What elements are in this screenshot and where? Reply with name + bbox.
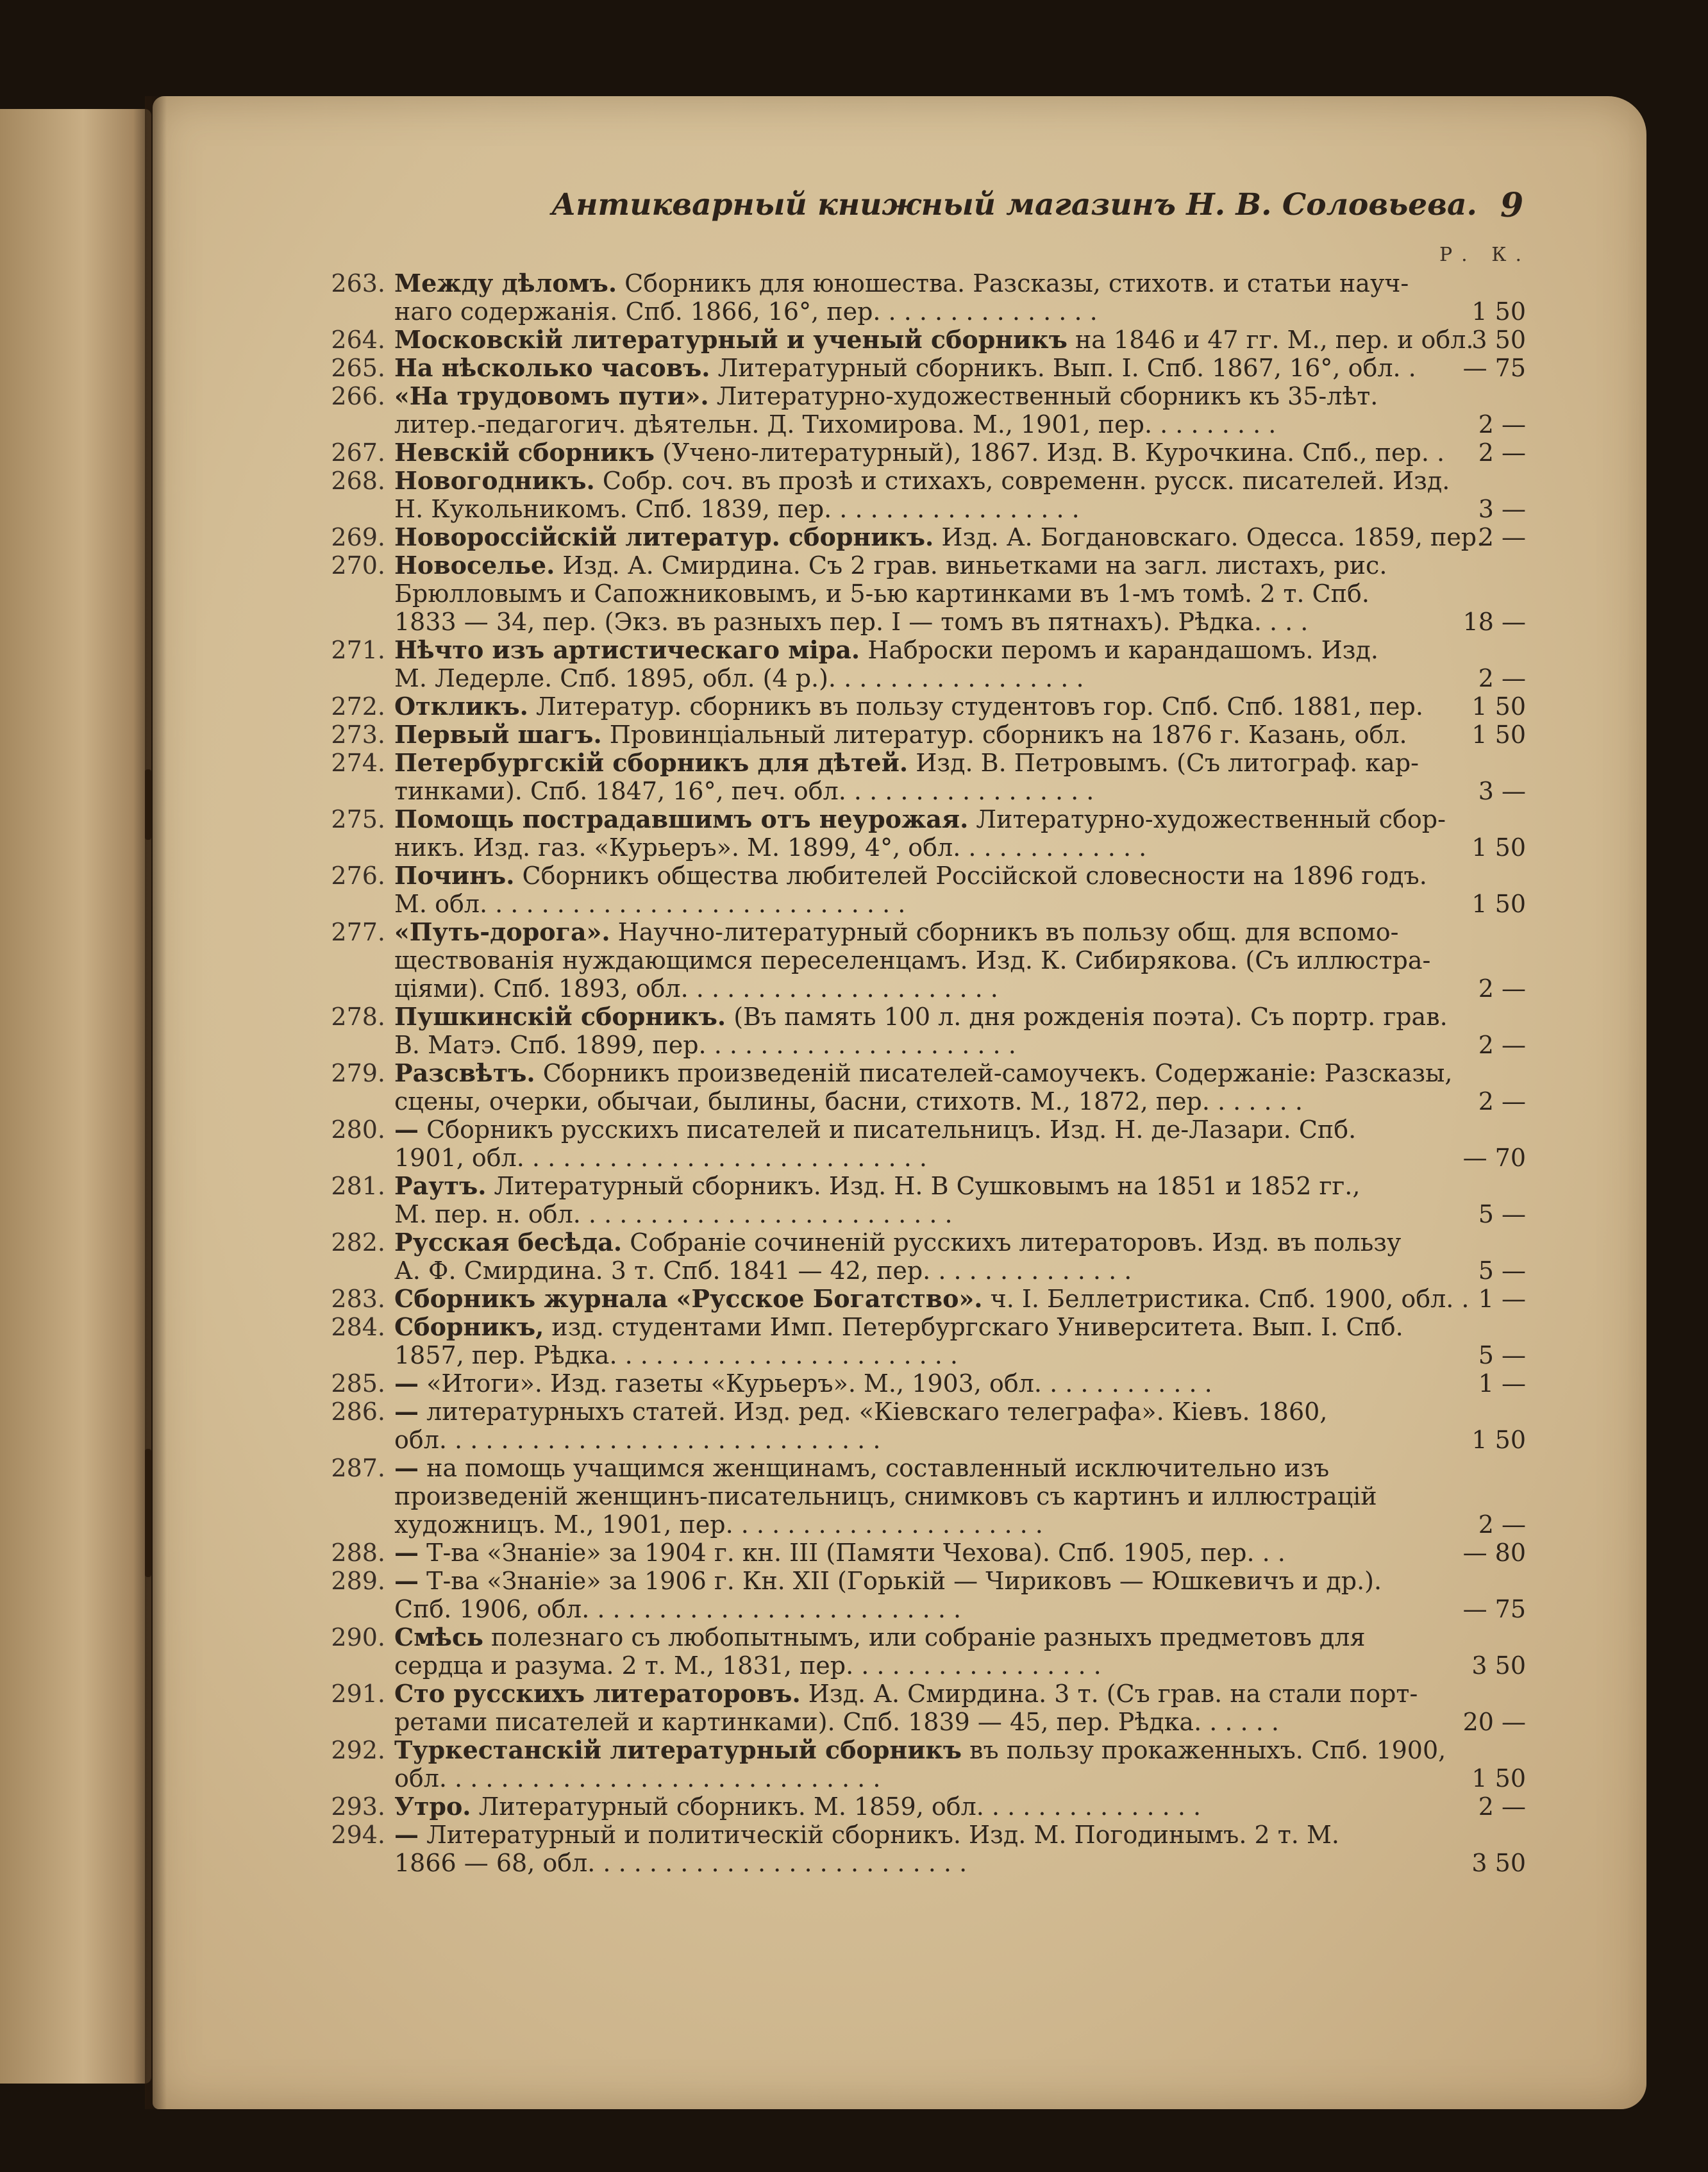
entry-number: 290.: [331, 1623, 385, 1651]
entry-text: полезнаго съ любопытнымъ, или собраніе разныхъ предметовъ для: [491, 1623, 1366, 1651]
entry-title: «Путь-дорога».: [394, 917, 610, 946]
entry-text: Н. Кукольникомъ. Спб. 1839, пер. . . . . . . . . . . . . . . . .: [394, 495, 1080, 523]
entry-line: [394, 1341, 1423, 1369]
entry-line: [394, 297, 1423, 326]
catalog-entry: [321, 692, 1526, 721]
entry-line: [394, 1764, 1423, 1792]
entry-text: Сборникъ общества любителей Россійской словесности на 1896 годъ.: [522, 862, 1427, 890]
entry-description: [394, 1313, 1507, 1369]
catalog-entry: [321, 1003, 1526, 1059]
entry-text: М. Ледерле. Спб. 1895, обл. (4 р.). . . . . . . . . . . . . . . . .: [394, 664, 1084, 692]
entry-description: [394, 467, 1507, 523]
entry-price: 3 50: [1471, 326, 1526, 354]
catalog-entries: [321, 269, 1526, 1877]
entry-line: [394, 1821, 1423, 1849]
catalog-entry: [321, 551, 1526, 636]
entry-number: 269.: [331, 523, 385, 551]
entry-title: —: [394, 1397, 419, 1426]
entry-description: [394, 1228, 1507, 1285]
entry-price: 3 —: [1478, 495, 1526, 523]
entry-title: Между дѣломъ.: [394, 269, 617, 297]
entry-text: Наброски перомъ и карандашомъ. Изд.: [867, 636, 1378, 664]
entry-text: Литературный сборникъ. Изд. Н. В Сушковымъ на 1851 и 1852 гг.,: [494, 1172, 1361, 1200]
entry-line: [394, 1087, 1423, 1115]
entry-description: [394, 1736, 1507, 1792]
entry-number: 287.: [331, 1454, 385, 1482]
entry-text: Литературно-художественный сбор-: [976, 805, 1446, 833]
entry-title: Московскій литературный и ученый сборникъ: [394, 325, 1068, 354]
entry-text: (Учено-литературный), 1867. Изд. В. Курочкина. Спб., пер. .: [662, 439, 1445, 467]
entry-number: 286.: [331, 1398, 385, 1426]
entry-description: [394, 1398, 1507, 1454]
entry-line: [394, 522, 1485, 551]
entry-title: Первый шагъ.: [394, 720, 602, 749]
entry-number: 273.: [331, 721, 385, 749]
entry-line: [394, 1031, 1423, 1059]
entry-number: 274.: [331, 749, 385, 777]
entry-number: 277.: [331, 918, 385, 946]
entry-description: [394, 1172, 1507, 1228]
entry-line: [394, 269, 1423, 297]
entry-title: Откликъ.: [394, 692, 528, 721]
entry-price: 1 50: [1471, 833, 1526, 862]
binding-stitch: [145, 769, 151, 840]
entry-description: [394, 749, 1507, 805]
entry-text: художницъ. М., 1901, пер. . . . . . . . . . . . . . . . . . . . .: [394, 1510, 1043, 1539]
entry-description: [394, 523, 1507, 551]
entry-line: [394, 495, 1423, 523]
entry-text: обл. . . . . . . . . . . . . . . . . . . . . . . . . . . . .: [394, 1764, 881, 1792]
entry-text: Т-ва «Знаніе» за 1904 г. кн. III (Памяти Чехова). Спб. 1905, пер. . .: [426, 1539, 1285, 1567]
entry-number: 275.: [331, 805, 385, 833]
entry-description: [394, 269, 1507, 326]
entry-title: Пушкинскій сборникъ.: [394, 1002, 726, 1031]
entry-description: [394, 1369, 1507, 1398]
entry-price: 20 —: [1462, 1708, 1526, 1736]
entry-line: [394, 1144, 1423, 1172]
entry-text: 1833 — 34, пер. (Экз. въ разныхъ пер. I — томъ въ пятнахъ). Рѣдка. . . .: [394, 608, 1309, 636]
entry-number: 278.: [331, 1003, 385, 1031]
catalog-entry: [321, 1313, 1526, 1369]
entry-description: [394, 1567, 1507, 1623]
catalog-entry: [321, 1792, 1526, 1821]
entry-text: Брюлловымъ и Сапожниковымъ, и 5-ью картинками въ 1-мъ томѣ. 2 т. Спб.: [394, 580, 1369, 608]
entry-text: М. пер. н. обл. . . . . . . . . . . . . . . . . . . . . . . . .: [394, 1200, 953, 1228]
entry-text: В. Матэ. Спб. 1899, пер. . . . . . . . . . . . . . . . . . . . .: [394, 1031, 1016, 1059]
entry-text: ретами писателей и картинками). Спб. 1839 — 45, пер. Рѣдка. . . . . .: [394, 1708, 1279, 1736]
entry-text: 1866 — 68, обл. . . . . . . . . . . . . . . . . . . . . . . . .: [394, 1849, 967, 1877]
entry-title: На нѣсколько часовъ.: [394, 353, 710, 382]
catalog-entry: [321, 721, 1526, 749]
entry-number: 276.: [331, 862, 385, 890]
entry-price: 5 —: [1478, 1257, 1526, 1285]
running-header: Антикварный книжный магазинъ Н. В. Соловьева.: [551, 187, 1477, 222]
entry-text: Литературный сборникъ. Вып. I. Спб. 1867, 16°, обл. .: [717, 354, 1416, 382]
entry-description: [394, 636, 1507, 692]
entry-description: [394, 382, 1507, 439]
entry-price: 1 50: [1471, 297, 1526, 326]
entry-number: 289.: [331, 1567, 385, 1595]
entry-price: 1 —: [1478, 1369, 1526, 1398]
entry-price: 2 —: [1478, 974, 1526, 1003]
entry-text: Литературный сборникъ. М. 1859, обл. . . . . . . . . . . . . . .: [478, 1792, 1201, 1821]
entry-number: 292.: [331, 1736, 385, 1764]
entry-title: —: [394, 1566, 419, 1595]
entry-line: [394, 1200, 1423, 1228]
price-column-header: Р. К.: [1439, 244, 1531, 266]
catalog-entry: [321, 1680, 1526, 1736]
entry-text: Изд. А. Смирдина. Съ 2 грав. виньетками на загл. листахъ, рис.: [562, 551, 1387, 580]
catalog-entry: [321, 749, 1526, 805]
catalog-entry: [321, 1454, 1526, 1539]
entry-price: 2 —: [1478, 523, 1526, 551]
binding-stitch: [145, 1449, 151, 1577]
catalog-entry: [321, 1539, 1526, 1567]
entry-line: [394, 1115, 1423, 1144]
entry-description: [394, 1115, 1507, 1172]
entry-description: [394, 1792, 1507, 1821]
entry-number: 282.: [331, 1228, 385, 1257]
book-spine: [145, 96, 167, 2109]
entry-price: 5 —: [1478, 1200, 1526, 1228]
catalog-entry: [321, 862, 1526, 918]
catalog-entry: [321, 1821, 1526, 1877]
entry-line: [394, 354, 1423, 382]
entry-text: ч. I. Беллетристика. Спб. 1900, обл. .: [990, 1285, 1469, 1313]
entry-number: 288.: [331, 1539, 385, 1567]
entry-title: Туркестанскій литературный сборникъ: [394, 1735, 962, 1764]
entry-line: [394, 1708, 1423, 1736]
catalog-entry: [321, 1567, 1526, 1623]
entry-title: Петербургскій сборникъ для дѣтей.: [394, 748, 908, 777]
entry-title: Утро.: [394, 1792, 471, 1821]
entry-number: 270.: [331, 551, 385, 580]
entry-text: А. Ф. Смирдина. 3 т. Спб. 1841 — 42, пер. . . . . . . . . . . . . .: [394, 1257, 1132, 1285]
entry-title: «На трудовомъ пути».: [394, 381, 709, 410]
entry-title: Помощь пострадавшимъ отъ неурожая.: [394, 805, 969, 833]
entry-price: 1 50: [1471, 721, 1526, 749]
entry-price: 1 50: [1471, 1764, 1526, 1792]
entry-description: [394, 1821, 1507, 1877]
entry-text: Литератур. сборникъ въ пользу студентовъ гор. Спб. Спб. 1881, пер.: [535, 692, 1423, 721]
entry-price: 2 —: [1478, 1031, 1526, 1059]
entry-text: тинками). Спб. 1847, 16°, печ. обл. . . . . . . . . . . . . . . . .: [394, 777, 1094, 805]
entry-price: 1 50: [1471, 1426, 1526, 1454]
catalog-entry: [321, 1172, 1526, 1228]
entry-line: [394, 974, 1423, 1003]
entry-description: [394, 439, 1507, 467]
entry-title: —: [394, 1369, 419, 1398]
entry-text: (Въ память 100 л. дня рожденія поэта). Съ портр. грав.: [733, 1003, 1448, 1031]
entry-line: [394, 1398, 1423, 1426]
entry-description: [394, 326, 1507, 354]
entry-text: наго содержанія. Спб. 1866, 16°, пер. . . . . . . . . . . . . . .: [394, 297, 1098, 326]
entry-line: [394, 466, 1450, 495]
catalog-entry: [321, 326, 1526, 354]
catalog-entry: [321, 1623, 1526, 1680]
entry-line: [394, 721, 1423, 749]
entry-text: Собр. соч. въ прозѣ и стихахъ, современн. русск. писателей. Изд.: [602, 467, 1450, 495]
entry-text: на помощь учащимся женщинамъ, составленный исключительно изъ: [426, 1454, 1330, 1482]
entry-price: 1 —: [1478, 1285, 1526, 1313]
entry-line: [394, 608, 1423, 636]
entry-number: 268.: [331, 467, 385, 495]
entry-line: [394, 1849, 1423, 1877]
catalog-entry: [321, 1369, 1526, 1398]
entry-title: Сборникъ журнала «Русское Богатство».: [394, 1284, 983, 1313]
entry-text: Изд. А. Богдановскаго. Одесса. 1859, пер.: [941, 523, 1485, 551]
entry-line: [394, 1567, 1423, 1595]
entry-description: [394, 1059, 1507, 1115]
left-page-edge: [0, 109, 151, 2084]
entry-number: 294.: [331, 1821, 385, 1849]
entry-price: 3 50: [1471, 1651, 1526, 1680]
entry-line: [394, 1735, 1446, 1764]
entry-title: —: [394, 1538, 419, 1567]
entry-description: [394, 692, 1507, 721]
entry-price: 2 —: [1478, 1087, 1526, 1115]
entry-number: 279.: [331, 1059, 385, 1087]
entry-line: [394, 749, 1423, 777]
entry-description: [394, 1454, 1507, 1539]
catalog-entry: [321, 382, 1526, 439]
catalog-entry: [321, 269, 1526, 326]
entry-number: 263.: [331, 269, 385, 297]
entry-text: Т-ва «Знаніе» за 1906 г. Кн. XII (Горькій — Чириковъ — Юшкевичъ и др.).: [426, 1567, 1382, 1595]
entry-text: Собраніе сочиненій русскихъ литераторовъ. Изд. въ пользу: [630, 1228, 1402, 1257]
entry-description: [394, 1003, 1507, 1059]
entry-title: Новоселье.: [394, 551, 555, 580]
catalog-entry: [321, 523, 1526, 551]
entry-description: [394, 721, 1507, 749]
entry-number: 267.: [331, 439, 385, 467]
catalog-entry: [321, 1228, 1526, 1285]
entry-text: сцены, очерки, обычаи, былины, басни, стихотв. М., 1872, пер. . . . . . .: [394, 1087, 1303, 1115]
entry-price: — 80: [1462, 1539, 1526, 1567]
entry-price: 2 —: [1478, 1510, 1526, 1539]
entry-price: 1 50: [1471, 692, 1526, 721]
entry-title: Нѣчто изъ артистическаго міра.: [394, 635, 860, 664]
catalog-entry: [321, 918, 1526, 1003]
entry-line: [394, 410, 1423, 439]
entry-line: [394, 1680, 1423, 1708]
entry-number: 265.: [331, 354, 385, 382]
entry-price: — 70: [1462, 1144, 1526, 1172]
entry-line: [394, 861, 1427, 890]
catalog-entry: [321, 1398, 1526, 1454]
entry-price: 3 —: [1478, 777, 1526, 805]
entry-number: 266.: [331, 382, 385, 410]
entry-title: Разсвѣтъ.: [394, 1058, 535, 1087]
entry-line: [394, 777, 1423, 805]
entry-line: [394, 1058, 1453, 1087]
entry-text: Сборникъ произведеній писателей-самоучекъ. Содержаніе: Разсказы,: [542, 1059, 1453, 1087]
entry-text: литер.-педагогич. дѣятельн. Д. Тихомирова. М., 1901, пер. . . . . . . . .: [394, 410, 1277, 439]
entry-text: ществованія нуждающимся переселенцамъ. Изд. К. Сибирякова. (Съ иллюстра-: [394, 946, 1431, 974]
entry-description: [394, 1539, 1507, 1567]
entry-line: [394, 1228, 1423, 1257]
entry-line: [394, 1426, 1423, 1454]
entry-description: [394, 805, 1507, 862]
entry-line: [394, 1510, 1423, 1539]
entry-number: 291.: [331, 1680, 385, 1708]
entry-price: 5 —: [1478, 1341, 1526, 1369]
entry-title: —: [394, 1820, 419, 1849]
entry-line: [394, 1284, 1469, 1313]
entry-number: 293.: [331, 1792, 385, 1821]
entry-text: 1901, обл. . . . . . . . . . . . . . . . . . . . . . . . . . .: [394, 1144, 927, 1172]
entry-number: 283.: [331, 1285, 385, 1313]
entry-title: Новогодникъ.: [394, 466, 595, 495]
page-number: 9: [1500, 186, 1524, 225]
entry-number: 264.: [331, 326, 385, 354]
entry-line: [394, 1454, 1423, 1482]
entry-description: [394, 354, 1507, 382]
entry-text: произведеній женщинъ-писательницъ, снимковъ съ картинъ и иллюстрацій: [394, 1482, 1377, 1510]
entry-line: [394, 1482, 1423, 1510]
entry-line: [394, 1002, 1448, 1031]
entry-line: [394, 692, 1423, 721]
entry-price: 2 —: [1478, 439, 1526, 467]
catalog-entry: [321, 636, 1526, 692]
entry-line: [394, 805, 1446, 833]
entry-price: 2 —: [1478, 664, 1526, 692]
entry-line: [394, 325, 1474, 354]
entry-number: 284.: [331, 1313, 385, 1341]
catalog-entry: [321, 467, 1526, 523]
entry-line: [394, 636, 1423, 664]
entry-title: Русская бесѣда.: [394, 1228, 623, 1257]
entry-title: Сто русскихъ литераторовъ.: [394, 1679, 801, 1708]
entry-line: [394, 1257, 1423, 1285]
entry-text: Сборникъ для юношества. Разсказы, стихотв. и статьи науч-: [624, 269, 1409, 297]
entry-text: Спб. 1906, обл. . . . . . . . . . . . . . . . . . . . . . . . .: [394, 1595, 962, 1623]
entry-line: [394, 918, 1423, 946]
entry-number: 271.: [331, 636, 385, 664]
entry-text: сердца и разума. 2 т. М., 1831, пер. . . . . . . . . . . . . . . . .: [394, 1651, 1101, 1680]
entry-title: —: [394, 1453, 419, 1482]
entry-price: — 75: [1462, 354, 1526, 382]
entry-text: литературныхъ статей. Изд. ред. «Кіевскаго телеграфа». Кіевъ. 1860,: [426, 1398, 1328, 1426]
entry-title: Невскій сборникъ: [394, 438, 655, 467]
entry-text: Научно-литературный сборникъ въ пользу общ. для вспомо-: [617, 918, 1399, 946]
catalog-entry: [321, 1059, 1526, 1115]
entry-text: Изд. А. Смирдина. 3 т. (Съ грав. на стали порт-: [808, 1680, 1418, 1708]
entry-text: Литературно-художественный сборникъ къ 35-лѣт.: [716, 382, 1378, 410]
entry-text: Сборникъ русскихъ писателей и писательницъ. Изд. Н. де-Лазари. Спб.: [426, 1115, 1357, 1144]
entry-text: Провинціальный литератур. сборникъ на 1876 г. Казань, обл.: [609, 721, 1407, 749]
entry-line: [394, 1369, 1423, 1398]
entry-text: на 1846 и 47 гг. М., пер. и обл.: [1075, 326, 1474, 354]
entry-text: Изд. В. Петровымъ. (Съ литограф. кар-: [916, 749, 1419, 777]
entry-price: 3 50: [1471, 1849, 1526, 1877]
catalog-entry: [321, 805, 1526, 862]
entry-line: [394, 1172, 1423, 1200]
entry-line: [394, 946, 1431, 974]
entry-number: 281.: [331, 1172, 385, 1200]
entry-text: 1857, пер. Рѣдка. . . . . . . . . . . . . . . . . . . . . . .: [394, 1341, 959, 1369]
entry-line: [394, 1313, 1423, 1341]
entry-line: [394, 580, 1423, 608]
catalog-entry: [321, 354, 1526, 382]
entry-line: [394, 890, 1423, 918]
entry-price: 1 50: [1471, 890, 1526, 918]
entry-text: Литературный и политическій сборникъ. Изд. М. Погодинымъ. 2 т. М.: [426, 1821, 1339, 1849]
catalog-entry: [321, 439, 1526, 467]
entry-text: «Итоги». Изд. газеты «Курьеръ». М., 1903, обл. . . . . . . . . . . .: [426, 1369, 1212, 1398]
entry-description: [394, 1680, 1507, 1736]
entry-description: [394, 1623, 1507, 1680]
entry-price: 18 —: [1462, 608, 1526, 636]
entry-title: Сборникъ,: [394, 1312, 544, 1341]
entry-number: 280.: [331, 1115, 385, 1144]
entry-line: [394, 438, 1445, 467]
entry-line: [394, 382, 1423, 410]
entry-text: ціями). Спб. 1893, обл. . . . . . . . . . . . . . . . . . . . .: [394, 974, 998, 1003]
catalog-entry: [321, 1115, 1526, 1172]
entry-text: никъ. Изд. газ. «Курьеръ». М. 1899, 4°, обл. . . . . . . . . . . . .: [394, 833, 1147, 862]
entry-title: Новороссійскій литератур. сборникъ.: [394, 522, 934, 551]
entry-price: 2 —: [1478, 1792, 1526, 1821]
entry-text: изд. студентами Имп. Петербургскаго Университета. Вып. I. Спб.: [551, 1313, 1403, 1341]
entry-number: 285.: [331, 1369, 385, 1398]
entry-description: [394, 918, 1507, 1003]
catalog-entry: [321, 1285, 1526, 1313]
entry-title: —: [394, 1115, 419, 1144]
entry-text: обл. . . . . . . . . . . . . . . . . . . . . . . . . . . . .: [394, 1426, 881, 1454]
entry-line: [394, 1595, 1423, 1623]
entry-description: [394, 1285, 1507, 1313]
entry-description: [394, 551, 1507, 636]
entry-description: [394, 862, 1507, 918]
entry-line: [394, 1623, 1423, 1651]
entry-text: въ пользу прокаженныхъ. Спб. 1900,: [969, 1736, 1446, 1764]
entry-line: [394, 1651, 1423, 1680]
entry-line: [394, 664, 1423, 692]
entry-line: [394, 551, 1423, 580]
entry-price: — 75: [1462, 1595, 1526, 1623]
entry-title: Починъ.: [394, 861, 515, 890]
entry-title: Раутъ.: [394, 1171, 487, 1200]
entry-line: [394, 1792, 1423, 1821]
entry-price: 2 —: [1478, 410, 1526, 439]
catalog-entry: [321, 1736, 1526, 1792]
entry-text: М. обл. . . . . . . . . . . . . . . . . . . . . . . . . . . .: [394, 890, 906, 918]
entry-number: 272.: [331, 692, 385, 721]
entry-line: [394, 833, 1423, 862]
entry-line: [394, 1539, 1423, 1567]
entry-title: Смѣсь: [394, 1623, 483, 1651]
